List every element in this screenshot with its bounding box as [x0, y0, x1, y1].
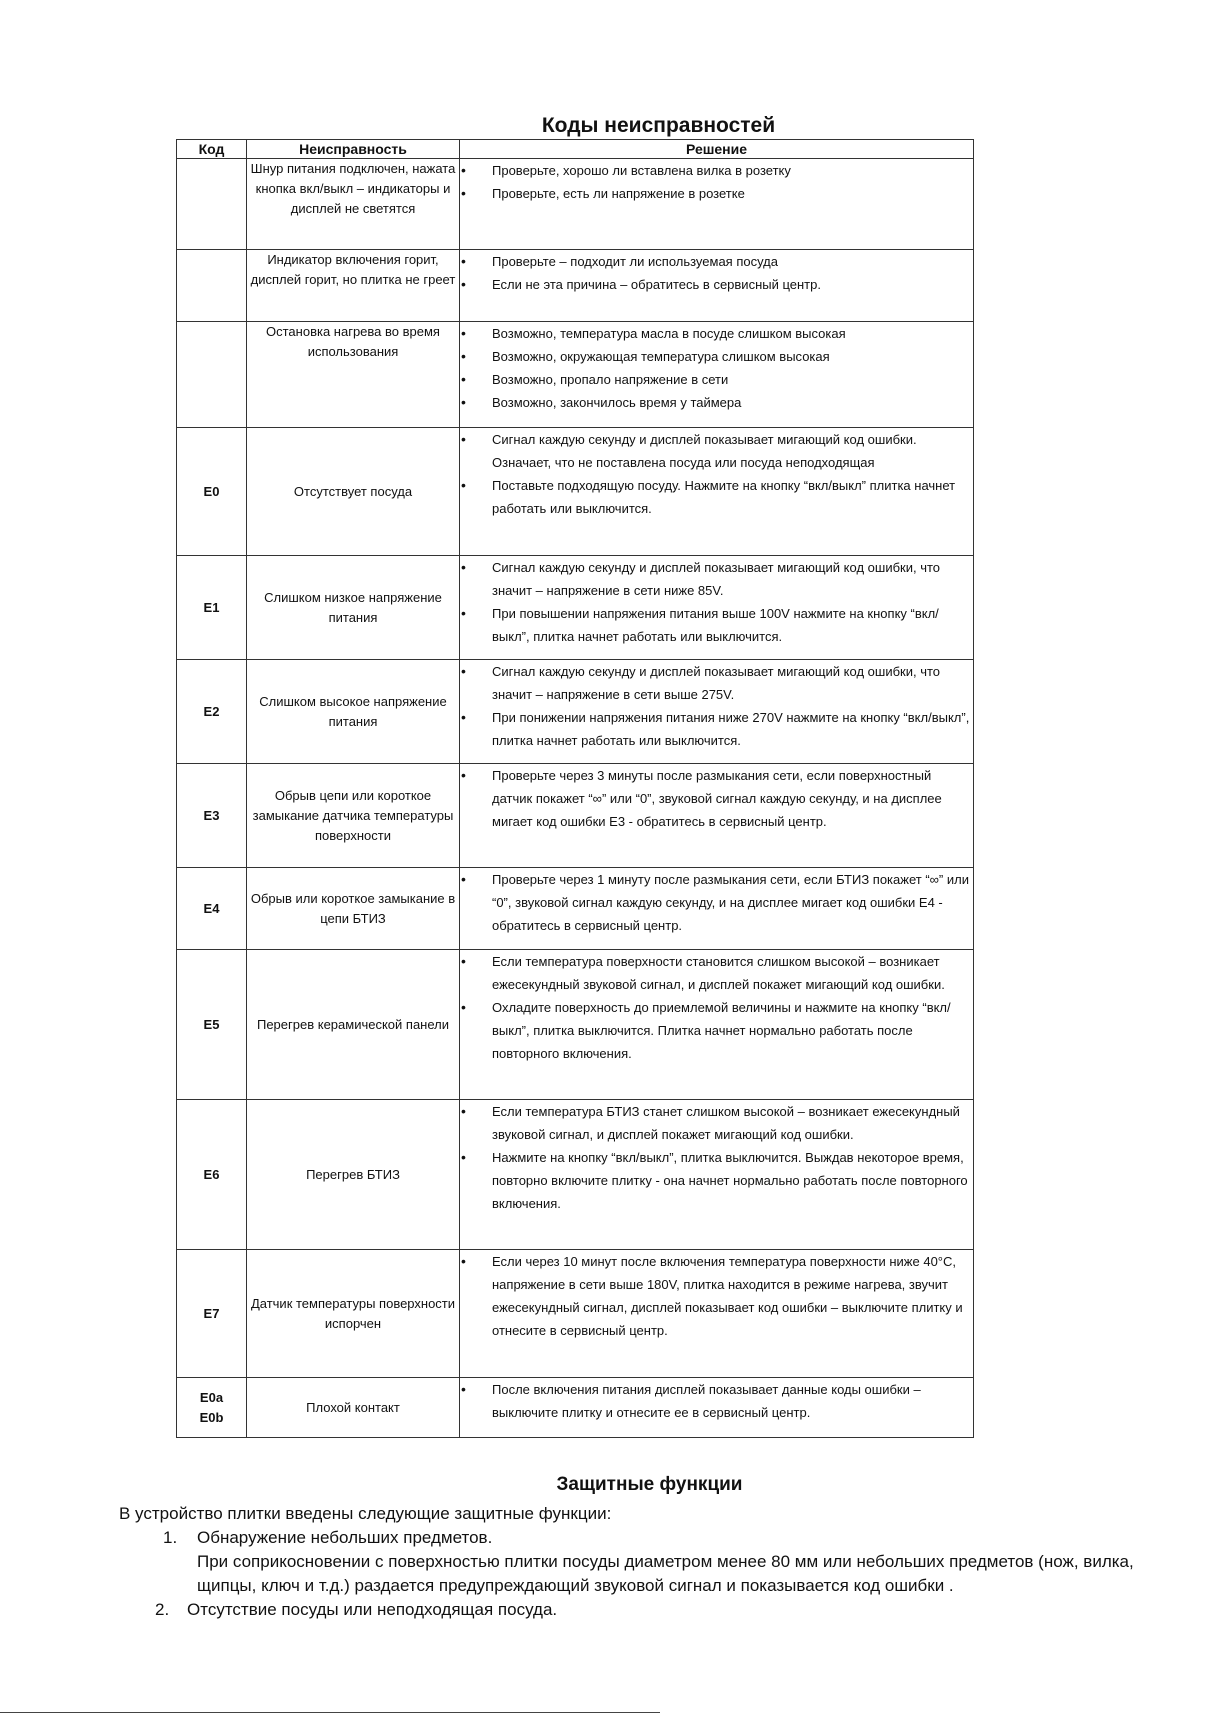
solution-item: • Возможно, закончилось время у таймера: [460, 391, 973, 414]
table-row: [177, 1250, 974, 1378]
cell-code: E1: [177, 556, 247, 660]
cell-fault: Обрыв или короткое замыкание в цепи БТИЗ: [247, 868, 460, 950]
table-row: [177, 159, 974, 250]
cell-code: E5: [177, 950, 247, 1100]
solution-list: [460, 1100, 973, 1215]
section-intro: В устройство плитки введены следующие защитные функции:: [119, 1504, 612, 1523]
cell-fault: Плохой контакт: [247, 1378, 460, 1438]
solution-list: [460, 159, 973, 205]
list-item-body: При соприкосновении с поверхностью плитки посуды диаметром менее 80 мм или небольших предметов (нож, вилка, щипцы, ключ и т.д.) раздается предупреждающий звуковой сигнал и показывается код ошибки .: [197, 1552, 1134, 1595]
solution-list: [460, 322, 973, 414]
cell-fault: Датчик температуры поверхности испорчен: [247, 1250, 460, 1378]
solution-item: • Проверьте, есть ли напряжение в розетке: [460, 182, 973, 205]
cell-code: [177, 322, 247, 428]
solution-list: [460, 1250, 973, 1342]
cell-fault: Перегрев БТИЗ: [247, 1100, 460, 1250]
solution-item: • Проверьте, хорошо ли вставлена вилка в розетку: [460, 159, 973, 182]
cell-fault: Слишком высокое напряжение питания: [247, 660, 460, 764]
cell-solution: [460, 1100, 974, 1250]
solution-item: • Проверьте – подходит ли используемая посуда: [460, 250, 973, 273]
cell-code: E0: [177, 428, 247, 556]
cell-fault: Шнур питания подключен, нажата кнопка вкл/выкл – индикаторы и дисплей не светятся: [247, 159, 460, 250]
solution-list: [460, 250, 973, 296]
solution-item: • Нажмите на кнопку “вкл/выкл”, плитка выключится. Выждав некоторое время, повторно включите плитку - она начнет нормально работать после повторного включения.: [460, 1146, 973, 1215]
solution-item: • Возможно, температура масла в посуде слишком высокая: [460, 322, 973, 345]
cell-fault: Индикатор включения горит, дисплей горит, но плитка не греет: [247, 250, 460, 322]
solution-list: [460, 660, 973, 752]
solution-item: • Охладите поверхность до приемлемой величины и нажмите на кнопку “вкл/выкл”, плитка выключится. Плитка начнет нормально работать после повторного включения.: [460, 996, 973, 1065]
table-header-row: [177, 140, 974, 159]
cell-solution: [460, 764, 974, 868]
cell-solution: [460, 159, 974, 250]
protection-list: [119, 1526, 1169, 1622]
list-item: [119, 1526, 1169, 1598]
cell-code: [177, 159, 247, 250]
cell-solution: [460, 868, 974, 950]
list-item-title: Обнаружение небольших предметов.: [197, 1528, 493, 1547]
solution-item: • Если не эта причина – обратитесь в сервисный центр.: [460, 273, 973, 296]
cell-solution: [460, 556, 974, 660]
cell-fault: Обрыв цепи или короткое замыкание датчика температуры поверхности: [247, 764, 460, 868]
table-row: [177, 660, 974, 764]
footnote-divider: [0, 1712, 660, 1713]
cell-code: E6: [177, 1100, 247, 1250]
solution-item: • Проверьте через 3 минуты после размыкания сети, если поверхностный датчик покажет “∞” или “0”, звуковой сигнал каждую секунду, и на дисплее мигает код ошибки E3 - обратитесь в сервисный центр.: [460, 764, 973, 833]
table-row: [177, 950, 974, 1100]
cell-code: [177, 250, 247, 322]
solution-item: • Проверьте через 1 минуту после размыкания сети, если БТИЗ покажет “∞” или “0”, звуковой сигнал каждую секунду, и на дисплее мигает код ошибки E4 - обратитесь в сервисный центр.: [460, 868, 973, 937]
list-item-number: 2.: [155, 1600, 170, 1619]
list-item-title: Отсутствие посуды или неподходящая посуда.: [187, 1600, 558, 1619]
table-row: [177, 868, 974, 950]
solution-item: • После включения питания дисплей показывает данные коды ошибки – выключите плитку и отнесите ее в сервисный центр.: [460, 1378, 973, 1424]
solution-list: [460, 764, 973, 833]
cell-solution: [460, 1378, 974, 1438]
cell-solution: [460, 250, 974, 322]
solution-list: [460, 868, 973, 937]
table-row: [177, 1100, 974, 1250]
cell-code: E2: [177, 660, 247, 764]
solution-item: • Возможно, пропало напряжение в сети: [460, 368, 973, 391]
table-body: [177, 159, 974, 1438]
solution-item: • Сигнал каждую секунду и дисплей показывает мигающий код ошибки. Означает, что не поставлена посуда или посуда неподходящая: [460, 428, 973, 474]
cell-fault: Слишком низкое напряжение питания: [247, 556, 460, 660]
list-item-number: 1.: [163, 1528, 178, 1547]
solution-item: • Сигнал каждую секунду и дисплей показывает мигающий код ошибки, что значит – напряжение в сети ниже 85V.: [460, 556, 973, 602]
cell-fault: Остановка нагрева во время использования: [247, 322, 460, 428]
cell-solution: [460, 1250, 974, 1378]
cell-code: E0a E0b: [177, 1378, 247, 1438]
cell-solution: [460, 428, 974, 556]
solution-item: • При повышении напряжения питания выше 100V нажмите на кнопку “вкл/выкл”, плитка начнет работать или выключится.: [460, 602, 973, 648]
section-title: Защитные функции: [556, 1474, 743, 1495]
solution-item: • Сигнал каждую секунду и дисплей показывает мигающий код ошибки, что значит – напряжение в сети выше 275V.: [460, 660, 973, 706]
solution-list: [460, 556, 973, 648]
column-header-solution: Решение: [460, 140, 974, 159]
error-codes-table: [176, 139, 974, 1438]
column-header-fault: Неисправность: [247, 140, 460, 159]
solution-item: • Если через 10 минут после включения температура поверхности ниже 40°C, напряжение в сети выше 180V, плитка находится в режиме нагрева, звучит ежесекундный сигнал, дисплей показывает код ошибки – выключите плитку и отнесите в сервисный центр.: [460, 1250, 973, 1342]
solution-list: [460, 428, 973, 520]
solution-list: [460, 950, 973, 1065]
cell-code: E3: [177, 764, 247, 868]
page-title: Коды неисправностей: [541, 114, 776, 137]
cell-fault: Перегрев керамической панели: [247, 950, 460, 1100]
cell-solution: [460, 950, 974, 1100]
table-row: [177, 1378, 974, 1438]
table-row: [177, 556, 974, 660]
solution-item: • Если температура поверхности становится слишком высокой – возникает ежесекундный звуковой сигнал, и дисплей покажет мигающий код ошибки.: [460, 950, 973, 996]
solution-item: • Поставьте подходящую посуду. Нажмите на кнопку “вкл/выкл” плитка начнет работать или выключится.: [460, 474, 973, 520]
table-row: [177, 764, 974, 868]
cell-code: E7: [177, 1250, 247, 1378]
table-row: [177, 428, 974, 556]
column-header-code: Код: [177, 140, 247, 159]
solution-list: [460, 1378, 973, 1424]
list-item: [119, 1598, 1169, 1622]
cell-fault: Отсутствует посуда: [247, 428, 460, 556]
solution-item: • Возможно, окружающая температура слишком высокая: [460, 345, 973, 368]
cell-solution: [460, 660, 974, 764]
solution-item: • При понижении напряжения питания ниже 270V нажмите на кнопку “вкл/выкл”, плитка начнет работать или выключится.: [460, 706, 973, 752]
table-row: [177, 322, 974, 428]
table-row: [177, 250, 974, 322]
cell-solution: [460, 322, 974, 428]
cell-code: E4: [177, 868, 247, 950]
solution-item: • Если температура БТИЗ станет слишком высокой – возникает ежесекундный звуковой сигнал, и дисплей покажет мигающий код ошибки.: [460, 1100, 973, 1146]
